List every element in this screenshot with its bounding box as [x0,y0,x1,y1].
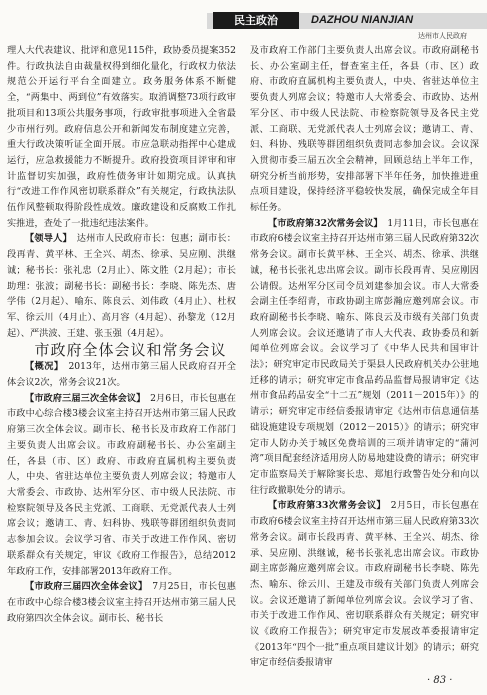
paragraph: 及市政府工作部门主要负责人出席会议。市政府副秘书长、办公室副主任，督查室主任，各县（市、区）政府、市政府直属机构主要负责人，中央、省驻达单位主要负责人列席会议；特邀市人大常委会、市政协、达州军分区、市中级人民法院、市检察院领导及各民主党派、工商联、无党派代表人士列席会议；邀请工、青、妇、科协、残联等群团组织负责同志参加会议。会议深入贯彻市委三届五次全会精神，回顾总结上半年工作，研究分析当前形势，安排部署下半年任务，加快推进重点项目建设，保持经济平稳较快发展，确保完成全年目标任务。 [250,45,479,214]
entry-heading: 【市政府三届四次全体会议】 [25,581,143,593]
section-title: 市政府全体会议和常务会议 [34,341,227,360]
overview-paragraph: 【概况】 2013年，达州市第三届人民政府召开全体会议2次，常务会议21次。 [7,361,236,389]
leaders-paragraph: 【领导人】 达州市人民政府市长：包惠；副市长：段再青、黄平林、王全兴、胡杰、徐承、吴应刚、洪继诚；秘书长：张礼忠（2月止）、陈文胜（2月起）；市长助理：张波；副秘书长：副秘书长：李晓、陈先杰、唐学伟（2月起）、喻东、陈良云、刘伟政（4月止）、杜权军、徐云川（4月止）、高月容（4月起）、孙黎龙（12月起）、严洪波、王建、张玉强（4月起）。 [7,233,236,339]
page-number: · 83 · [427,675,453,686]
entry-heading: 【领导人】 [25,233,68,245]
entry-heading: 【市政府第32次常务会议】 [268,217,379,229]
left-column [7,43,236,626]
brand-title: DAZHOU NIANJIAN [311,14,414,26]
meeting-paragraph: 【市政府三届四次全体会议】 7月25日，市长包惠在市政中心综合楼3楼会议室主持召开达州市第三届人民政府第四次全体会议。副市长、秘书长 [7,581,236,624]
meeting-paragraph: 【市政府第32次常务会议】 1月11日，市长包惠在市政府6楼会议室主持召开达州市第三届人民政府第32次常务会议。副市长黄平林、王全兴、胡杰、徐承、洪继诚，秘书长张礼忠出席会议。副市长段再青、吴应刚因公请假。达州军分区司令员刘建参加会议。市人大常委会副主任李绍青，市政协副主席彭瀚应邀列席会议。市政府副秘书长李晓、喻东、陈良云及市级有关部门负责人列席会议。会议还邀请了市人大代表、政协委员和新闻单位列席会议。会议学习了《中华人民共和国审计法》；研究审定市民政局关于渠县人民政府机关办公驻地迁移的请示；研究审定市食品药品监督局报请审定《达州市食品药品安全“十二五”规划（2011－2015年）》的请示；研究审定市经信委报请审定《达州市信息通信基础设施建设专项规划（2012－2015）》的请示；研究审定市人防办关于城区免费培训的三项并请审定的“蒲河湾”项目配套经济适用房人防易地建设费的请示；研究审定市监察局关于解除窦长忠、郑旭行政警告处分和向以往行政撤职处分的请示。 [250,217,479,496]
header-subtitle: 达州市人民政府 [418,32,467,40]
entry-heading: 【市政府三届三次全体会议】 [25,392,141,404]
entry-heading: 【概况】 [25,361,59,373]
section-label: 民主政治 [213,12,299,29]
right-column [250,43,479,671]
page-header [0,0,487,40]
paragraph: 理人大代表建议、批评和意见115件，政协委员提案352件。行政执法自由裁量权得到细化量化，行政权力依法规范公开运行平台全面建立。政务服务体系不断健全，“两集中、两到位”有效落实。取消调整73项行政审批项目和13项公共服务事项，行政审批事项进入全省最少市州行列。政府信息公开和新闻发布制度建立完善，重大行政决策听证全面开展。市应急联动指挥中心建成运行，应急救援能力不断提升。政府投资项目评审和审计监督切实加强，政府性债务审计如期完成。认真执行“改进工作作风密切联系群众”有关规定，行政执法队伍作风整顿取得阶段性成效。廉政建设和反腐败工作扎实推进，查处了一批违纪违法案件。 [7,45,236,229]
entry-heading: 【市政府第33次常务会议】 [268,500,382,512]
meeting-paragraph: 【市政府第33次常务会议】 2月5日，市长包惠在市政府6楼会议室主持召开达州市第三届人民政府第33次常务会议。副市长段再青、黄平林、王全兴、胡杰、徐承、吴应刚、洪继诚，秘书长张礼忠出席会议。市政协副主席彭瀚应邀列席会议。市政府副秘书长李晓、陈先杰、喻东、徐云川、王建及市级有关部门负责人列席会议。会议还邀请了新闻单位列席会议。会议学习了省、市关于改进工作作风、密切联系群众有关规定；研究审议《政府工作报告》；研究审定市发展改革委报请审定《2013年“四个一批”重点项目建议计划》的请示；研究审定市经信委报请审 [250,500,479,669]
meeting-paragraph: 【市政府三届三次全体会议】 2月6日，市长包惠在市政中心综合楼3楼会议室主持召开达州市第三届人民政府第三次全体会议。副市长、秘书长及市政府工作部门主要负责人出席会议。市政府副秘书长、办公室副主任，各县（市、区）政府、市政府直属机构主要负责人，中央、省驻达单位主要负责人列席会议；特邀市人大常委会、市政协、达州军分区、市中级人民法院、市检察院领导及各民主党派、工商联、无党派代表人士列席会议；邀请工、青、妇科协、残联等群团组织负责同志参加会议。会议学习省、市关于改进工作作风、密切联系群众有关规定，审议《政府工作报告》，总结2012年政府工作，安排部署2013年政府工作。 [7,392,236,577]
